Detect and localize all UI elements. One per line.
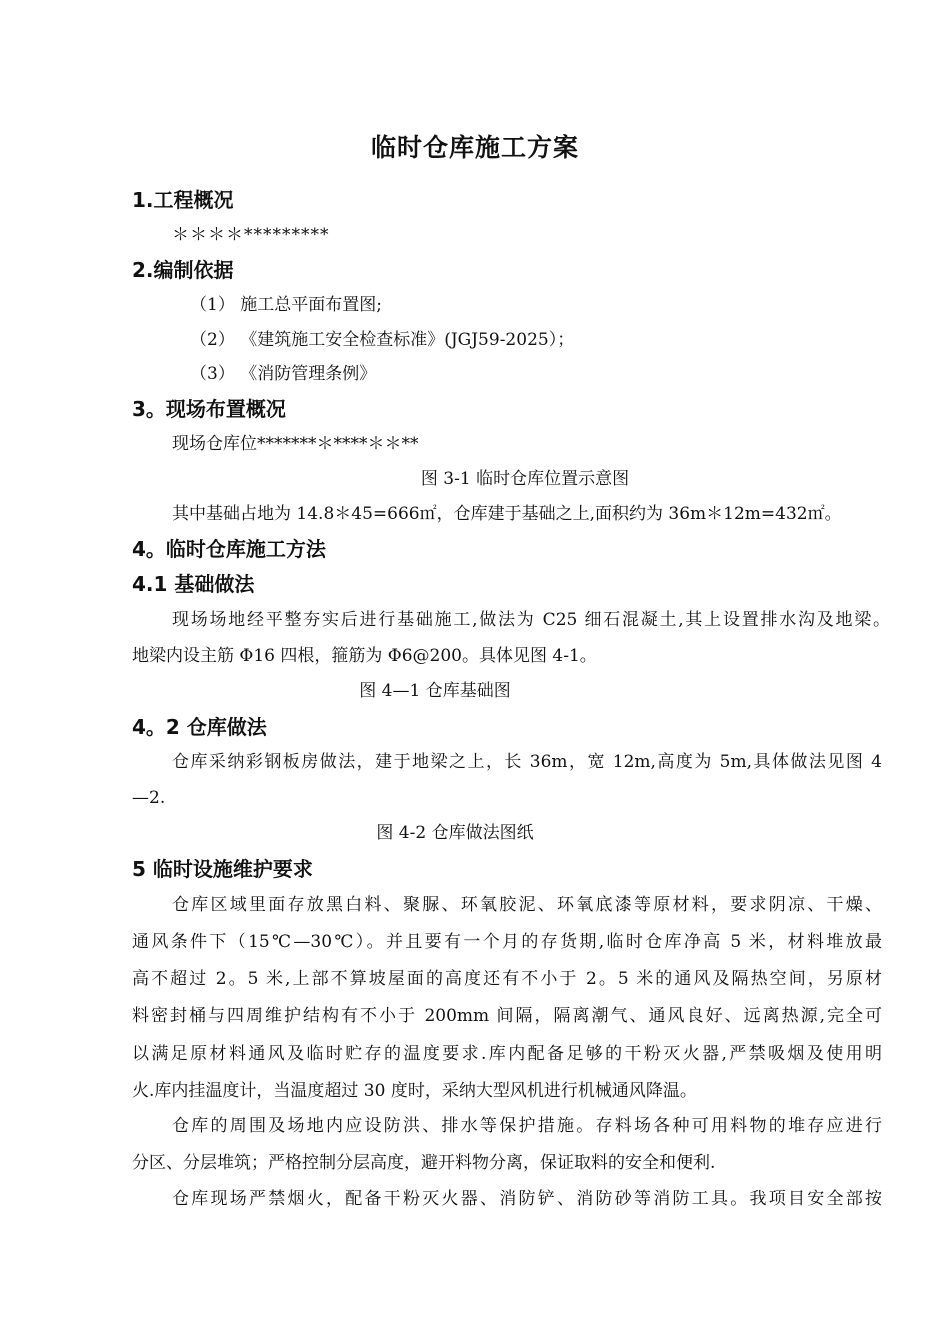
section-2-heading: 2.编制依据 (132, 258, 234, 282)
section-5-p1-line-2: 通风条件下（15℃—30℃）。并且要有一个月的存货期,临时仓库净高 5 米，材料堆放最 (132, 932, 882, 952)
section-5-p2-line-2: 分区、分层堆筑；严格控制分层高度，避开料物分离，保证取料的安全和便利. (132, 1153, 716, 1173)
section-3-area-text: 其中基础占地为 14.8＊45=666㎡，仓库建于基础之上,面积约为 36m＊12m=432㎡。 (172, 504, 842, 524)
section-3-heading: 3。现场布置概况 (132, 397, 286, 421)
section-4-2-line-1: 仓库采纳彩钢板房做法，建于地梁之上，长 36m，宽 12m,高度为 5m,具体做法见图 4 (172, 752, 882, 772)
section-1-heading: 1.工程概况 (132, 188, 234, 212)
section-5-p1-line-3: 高不超过 2。5 米,上部不算坡屋面的高度还有不小于 2。5 米的通风及隔热空间，另原材 (132, 969, 882, 989)
section-5-p1-line-1: 仓库区域里面存放黑白料、聚脲、环氧胶泥、环氧底漆等原材料，要求阴凉、干燥、 (172, 895, 882, 915)
basis-item-1: （1） 施工总平面布置图; (190, 295, 382, 315)
basis-item-3: （3） 《消防管理条例》 (190, 364, 377, 384)
section-4-2-line-2: —2. (132, 788, 166, 808)
figure-4-2-caption: 图 4-2 仓库做法图纸 (376, 823, 534, 843)
section-4-1-heading: 4.1 基础做法 (132, 572, 255, 596)
figure-4-1-caption: 图 4—1 仓库基础图 (359, 681, 511, 701)
section-4-heading: 4。临时仓库施工方法 (132, 537, 326, 561)
figure-3-1-caption: 图 3-1 临时仓库位置示意图 (420, 469, 630, 489)
section-4-1-line-1: 现场场地经平整夯实后进行基础施工,做法为 C25 细石混凝土,其上设置排水沟及地梁。 (172, 610, 890, 630)
document-title: 临时仓库施工方案 (370, 133, 579, 162)
section-5-heading: 5 临时设施维护要求 (132, 857, 313, 881)
section-4-1-line-2: 地梁内设主筋 Φ16 四根，箍筋为 Φ6@200。具体见图 4-1。 (132, 646, 597, 666)
section-3-text: 现场仓库位*******＊****＊＊** (172, 434, 419, 454)
section-5-p1-line-4: 料密封桶与四周维护结构有不小于 200mm 间隔，隔离潮气、通风良好、远离热源,完全可 (132, 1006, 882, 1026)
section-5-p2-line-1: 仓库的周围及场地内应设防洪、排水等保护措施。存料场各种可用料物的堆存应进行 (172, 1116, 882, 1136)
section-5-p3-line-1: 仓库现场严禁烟火，配备干粉灭火器、消防铲、消防砂等消防工具。我项目安全部按 (172, 1189, 882, 1209)
section-5-p1-line-6: 火.库内挂温度计，当温度超过 30 度时，采纳大型风机进行机械通风降温。 (132, 1081, 697, 1101)
basis-item-2: （2） 《建筑施工安全检查标准》(JGJ59-2025）； (190, 330, 575, 350)
section-5-p1-line-5: 以满足原材料通风及临时贮存的温度要求.库内配备足够的干粉灭火器,严禁吸烟及使用明 (132, 1044, 882, 1064)
section-1-text: ＊＊＊＊********* (172, 225, 330, 245)
section-4-2-heading: 4。2 仓库做法 (132, 715, 267, 739)
